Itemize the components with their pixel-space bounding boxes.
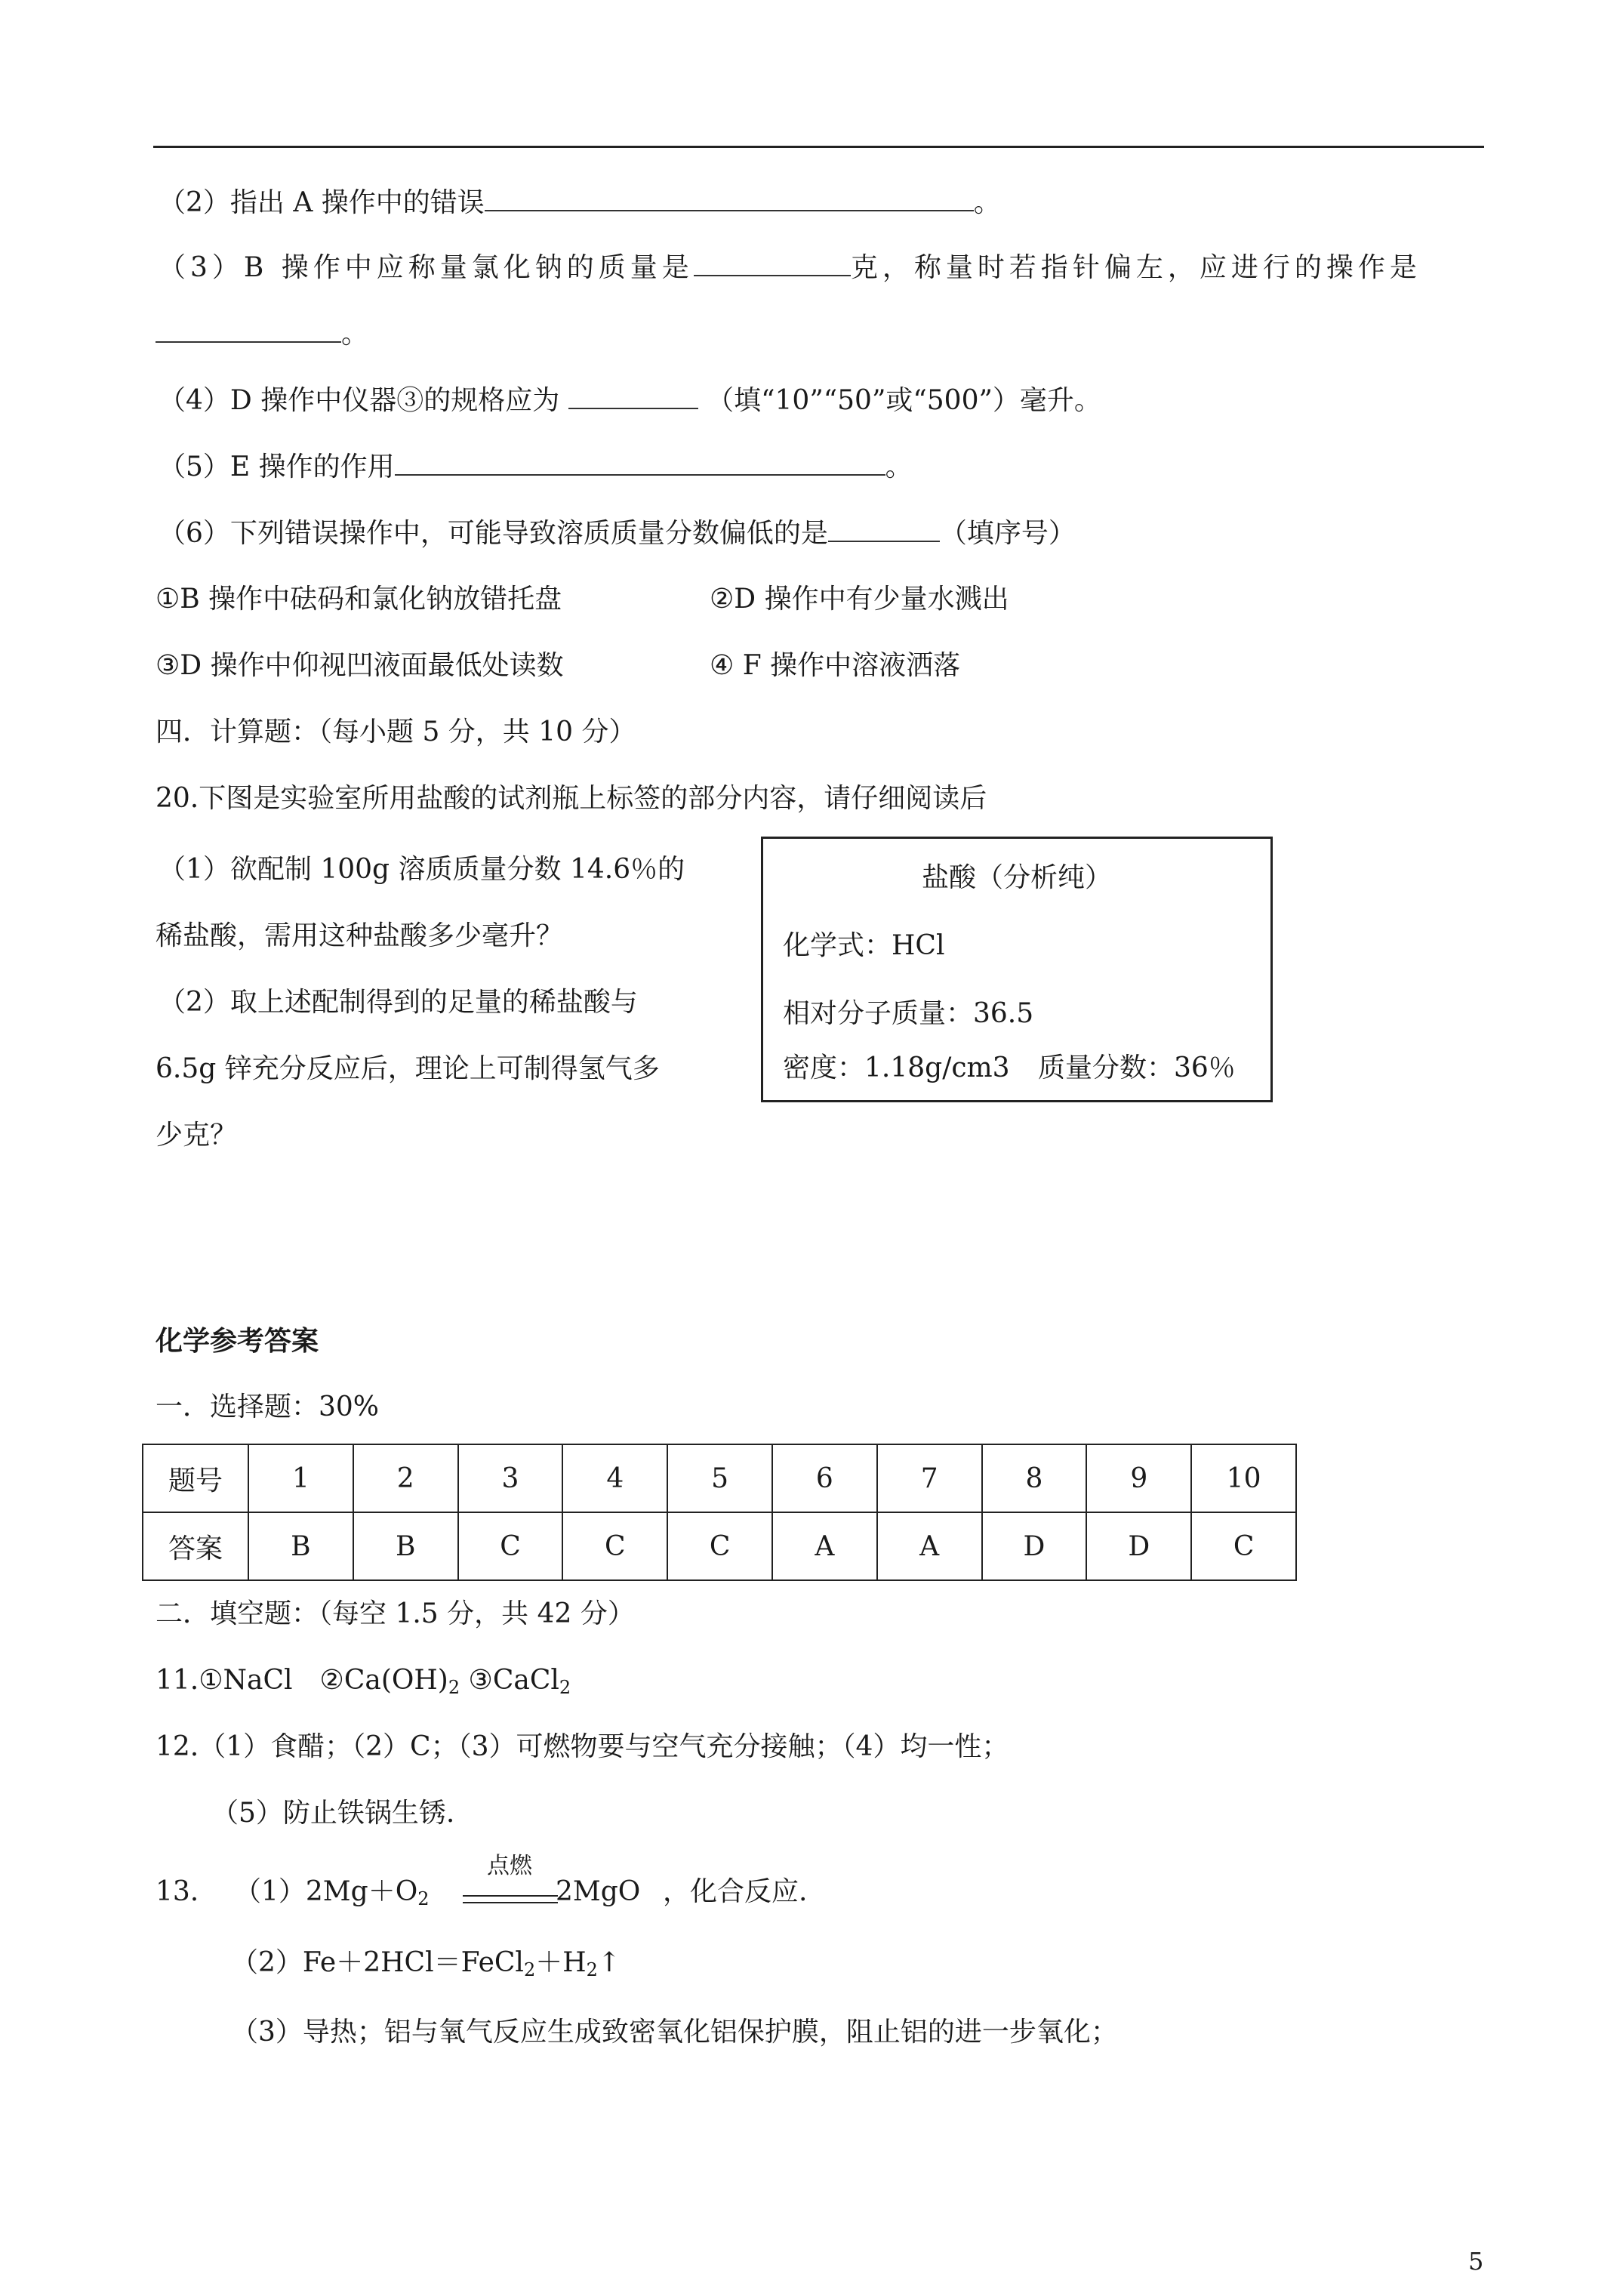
section-4-title: 四．计算题：（每小题 5 分，共 10 分） — [156, 717, 636, 747]
table-cell: 6 — [772, 1444, 877, 1512]
question-text: 。 — [973, 187, 1001, 218]
table-cell: C — [1191, 1512, 1296, 1580]
answer-blank[interactable] — [694, 251, 851, 276]
answer-text: ③CaCl — [460, 1665, 559, 1696]
table-row — [143, 1512, 1296, 1580]
answer-text: 11.①NaCl ②Ca(OH) — [156, 1665, 448, 1696]
question-19-3-cont — [156, 317, 368, 351]
reagent-density: 密度：1.18g/cm3 — [783, 1052, 1010, 1083]
table-cell: B — [248, 1512, 353, 1580]
question-text: （5）E 操作的作用 — [159, 451, 395, 482]
answer-12-line2: （5）防止铁锅生锈. — [211, 1798, 455, 1829]
answer-blank[interactable] — [156, 317, 341, 343]
table-cell: C — [562, 1512, 667, 1580]
table-cell: C — [458, 1512, 563, 1580]
table-cell: C — [667, 1512, 772, 1580]
table-cell: B — [353, 1512, 458, 1580]
question-text: （填序号） — [939, 518, 1076, 549]
option-4: ④ F 操作中溶液洒落 — [710, 650, 961, 681]
table-row — [143, 1444, 1296, 1512]
question-20-2-line1: （2）取上述配制得到的足量的稀盐酸与 — [159, 987, 638, 1018]
answer-blank[interactable] — [395, 450, 885, 476]
answer-13-number: 13. — [156, 1876, 199, 1907]
question-text: （2）指出 A 操作中的错误 — [159, 187, 485, 218]
table-cell: 8 — [982, 1444, 1087, 1512]
reagent-mass-fraction: 质量分数：36％ — [1038, 1052, 1236, 1083]
table-cell: 9 — [1086, 1444, 1191, 1512]
question-20-2-line3: 少克？ — [156, 1120, 238, 1151]
answer-13-2 — [231, 1946, 621, 1986]
page-number: 5 — [1468, 2247, 1484, 2276]
reagent-molar-mass: 相对分子质量：36.5 — [783, 998, 1034, 1029]
table-cell: D — [1086, 1512, 1191, 1580]
table-cell: 5 — [667, 1444, 772, 1512]
table-cell: 1 — [248, 1444, 353, 1512]
answer-blank[interactable] — [568, 384, 698, 409]
answer-11 — [156, 1664, 571, 1704]
answer-blank[interactable] — [485, 186, 974, 211]
answer-13-3: （3）导热；铝与氧气反应生成致密氧化铝保护膜，阻止铝的进一步氧化； — [231, 2017, 1118, 2048]
table-cell: 2 — [353, 1444, 458, 1512]
question-19-5 — [159, 450, 913, 484]
table-header-cell: 题号 — [143, 1444, 248, 1512]
subscript: 2 — [417, 1888, 430, 1909]
option-2: ②D 操作中有少量水溅出 — [710, 584, 1009, 615]
table-cell: 4 — [562, 1444, 667, 1512]
table-cell: A — [877, 1512, 982, 1580]
table-cell: A — [772, 1512, 877, 1580]
answer-13-1-type: ，化合反应. — [663, 1876, 808, 1907]
reagent-label-title: 盐酸（分析纯） — [921, 862, 1112, 893]
answers-title: 化学参考答案 — [156, 1325, 319, 1357]
header-rule — [153, 146, 1484, 148]
up-arrow-icon: ↑ — [597, 1947, 621, 1978]
table-cell: D — [982, 1512, 1087, 1580]
reaction-arrow-line — [463, 1902, 558, 1903]
answer-blank[interactable] — [828, 516, 940, 542]
answer-text: ＋H — [535, 1947, 587, 1978]
question-19-2 — [159, 186, 1001, 220]
option-3: ③D 操作中仰视凹液面最低处读数 — [156, 650, 564, 681]
table-cell: 3 — [458, 1444, 563, 1512]
answer-table — [142, 1444, 1297, 1581]
question-20-1-line1: （1）欲配制 100g 溶质质量分数 14.6％的 — [159, 854, 685, 885]
reaction-condition: 点燃 — [487, 1853, 532, 1879]
answers-section-2: 二．填空题：（每空 1.5 分，共 42 分） — [156, 1598, 635, 1629]
answer-text: （2）Fe＋2HCl＝FeCl — [231, 1947, 524, 1978]
question-text: 克，称量时若指针偏左，应进行的操作是 — [850, 252, 1421, 283]
subscript: 2 — [523, 1959, 536, 1980]
question-text: （6）下列错误操作中，可能导致溶质质量分数偏低的是 — [159, 518, 828, 549]
question-19-3 — [159, 251, 1421, 285]
answer-13-1-product: 2MgO — [556, 1876, 641, 1907]
table-cell: 10 — [1191, 1444, 1296, 1512]
question-20-intro: 20.下图是实验室所用盐酸的试剂瓶上标签的部分内容，请仔细阅读后 — [156, 783, 987, 814]
question-text: 。 — [885, 451, 913, 482]
reaction-arrow-line — [463, 1895, 558, 1897]
question-19-4 — [159, 384, 1101, 418]
question-text: （4）D 操作中仪器③的规格应为 — [159, 385, 560, 416]
table-header-cell: 答案 — [143, 1512, 248, 1580]
question-text: （填“10”“50”或“500”）毫升。 — [707, 385, 1101, 416]
table-cell: 7 — [877, 1444, 982, 1512]
question-20-2-line2: 6.5g 锌充分反应后，理论上可制得氢气多 — [156, 1053, 660, 1084]
reagent-formula: 化学式：HCl — [783, 930, 945, 961]
question-text: 。 — [341, 319, 369, 350]
question-text: （3）B 操作中应称量氯化钠的质量是 — [159, 252, 694, 283]
reagent-label — [761, 837, 1273, 1102]
answer-12-line1: 12.（1）食醋；（2）C；（3）可燃物要与空气充分接触；（4）均一性； — [156, 1731, 1009, 1762]
question-20-1-line2: 稀盐酸，需用这种盐酸多少毫升？ — [156, 920, 564, 951]
subscript: 2 — [559, 1677, 571, 1698]
answer-13-1-reactants — [234, 1875, 430, 1915]
option-1: ①B 操作中砝码和氯化钠放错托盘 — [156, 584, 562, 615]
answers-section-1: 一．选择题：30% — [156, 1391, 380, 1422]
subscript: 2 — [586, 1959, 598, 1980]
answer-text: （1）2Mg＋O — [234, 1876, 418, 1907]
question-19-6 — [159, 516, 1076, 550]
subscript: 2 — [448, 1677, 460, 1698]
